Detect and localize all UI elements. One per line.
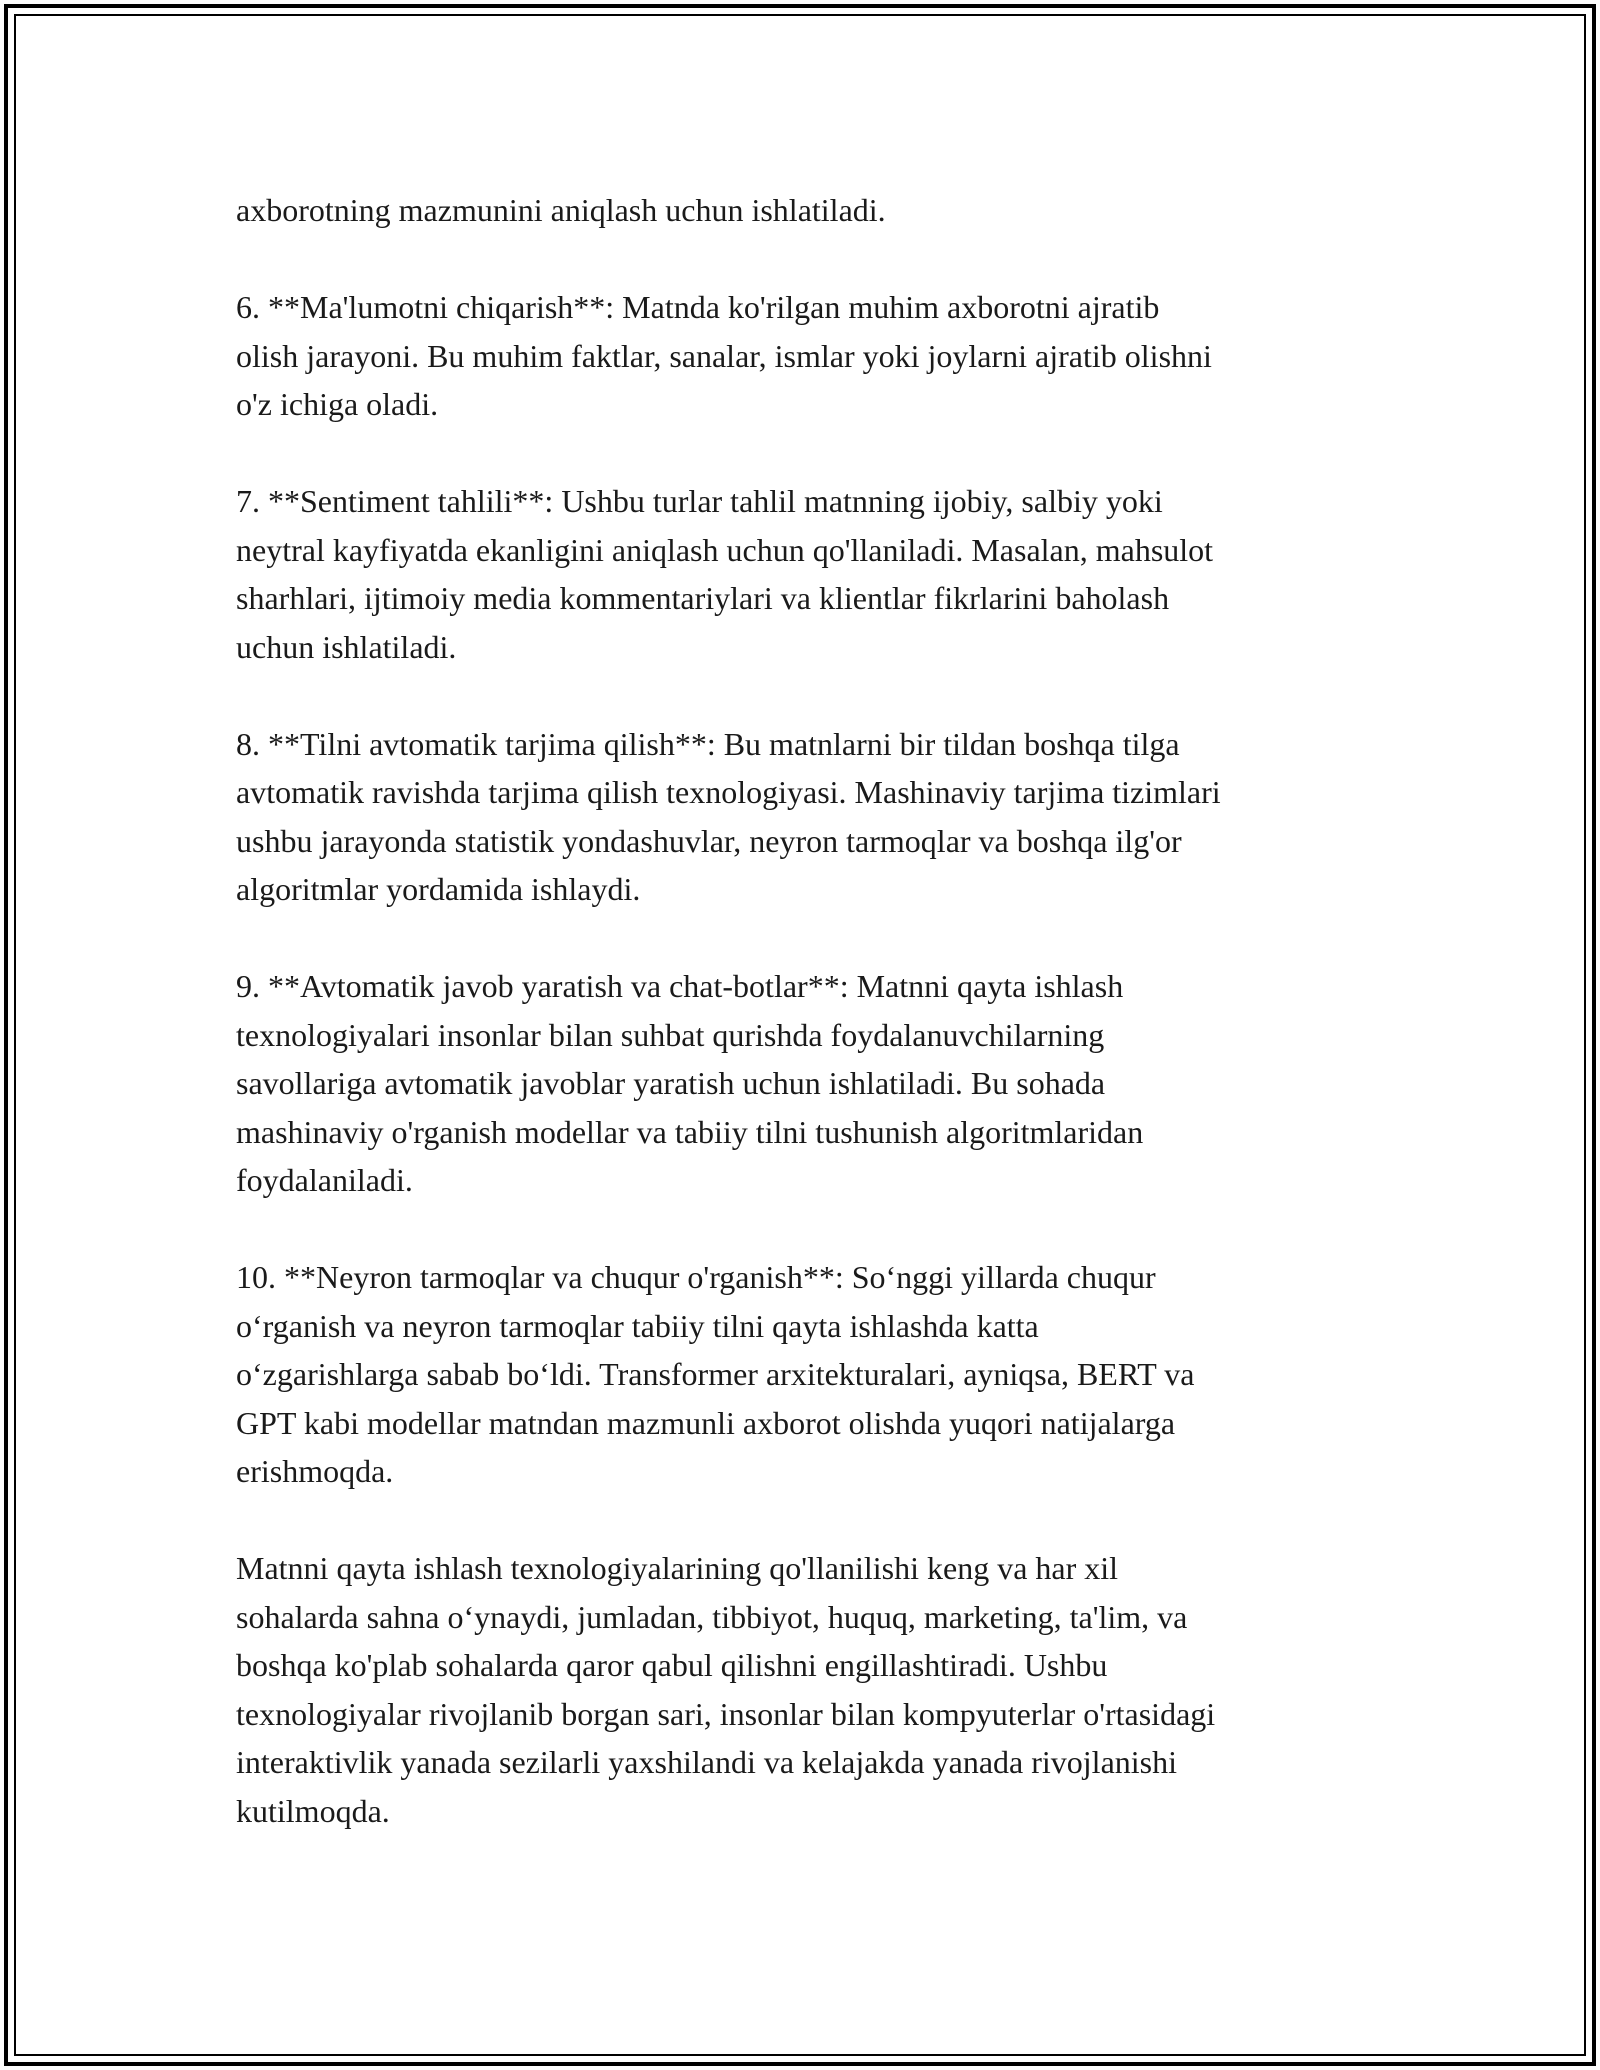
paragraph-item-10: 10. **Neyron tarmoqlar va chuqur o'rganish**: So‘nggi yillarda chuqur o‘rganish va neyron tarmoqlar tabiiy tilni qayta ishlashda katta o‘zgarishlarga sabab bo‘ldi. Transformer arxitekturalari, ayniqsa, BERT va GPT kabi modellar matndan mazmunli axborot olishda yuqori natijalarga erishmoqda. <box>236 1259 1195 1489</box>
paragraph-item-9: 9. **Avtomatik javob yaratish va chat-botlar**: Matnni qayta ishlash texnologiyalari insonlar bilan suhbat qurishda foydalanuvchilarning savollariga avtomatik javoblar yaratish uchun ishlatiladi. Bu sohada mashinaviy o'rganish modellar va tabiiy tilni tushunish algoritmlaridan foydalaniladi. <box>236 968 1144 1198</box>
paragraph-continuation: axborotning mazmunini aniqlash uchun ishlatiladi. <box>236 192 886 228</box>
paragraph-item-7: 7. **Sentiment tahlili**: Ushbu turlar tahlil matnning ijobiy, salbiy yoki neytral kayfiyatda ekanligini aniqlash uchun qo'llaniladi. Masalan, mahsulot sharhlari, ijtimoiy media kommentariylari va klientlar fikrlarini baholash uchun ishlatiladi. <box>236 483 1214 665</box>
document-body <box>236 186 1370 1884</box>
paragraph-item-6: 6. **Ma'lumotni chiqarish**: Matnda ko'rilgan muhim axborotni ajratib olish jarayoni. Bu muhim faktlar, sanalar, ismlar yoki joylarni ajratib olishni o'z ichiga oladi. <box>236 289 1212 422</box>
paragraph-item-8: 8. **Tilni avtomatik tarjima qilish**: Bu matnlarni bir tildan boshqa tilga avtomatik ravishda tarjima qilish texnologiyasi. Mashinaviy tarjima tizimlari ushbu jarayonda statistik yondashuvlar, neyron tarmoqlar va boshqa ilg'or algoritmlar yordamida ishlaydi. <box>236 725 1221 907</box>
paragraph-conclusion: Matnni qayta ishlash texnologiyalarining qo'llanilishi keng va har xil sohalarda sahna o‘ynaydi, jumladan, tibbiyot, huquq, marketing, ta'lim, va boshqa ko'plab sohalarda qaror qabul qilishni engillashtiradi. Ushbu texnologiyalar rivojlanib borgan sari, insonlar bilan kompyuterlar o'rtasidagi interaktivlik yanada sezilarli yaxshilandi va kelajakda yanada rivojlanishi kutilmoqda. <box>236 1550 1216 1829</box>
